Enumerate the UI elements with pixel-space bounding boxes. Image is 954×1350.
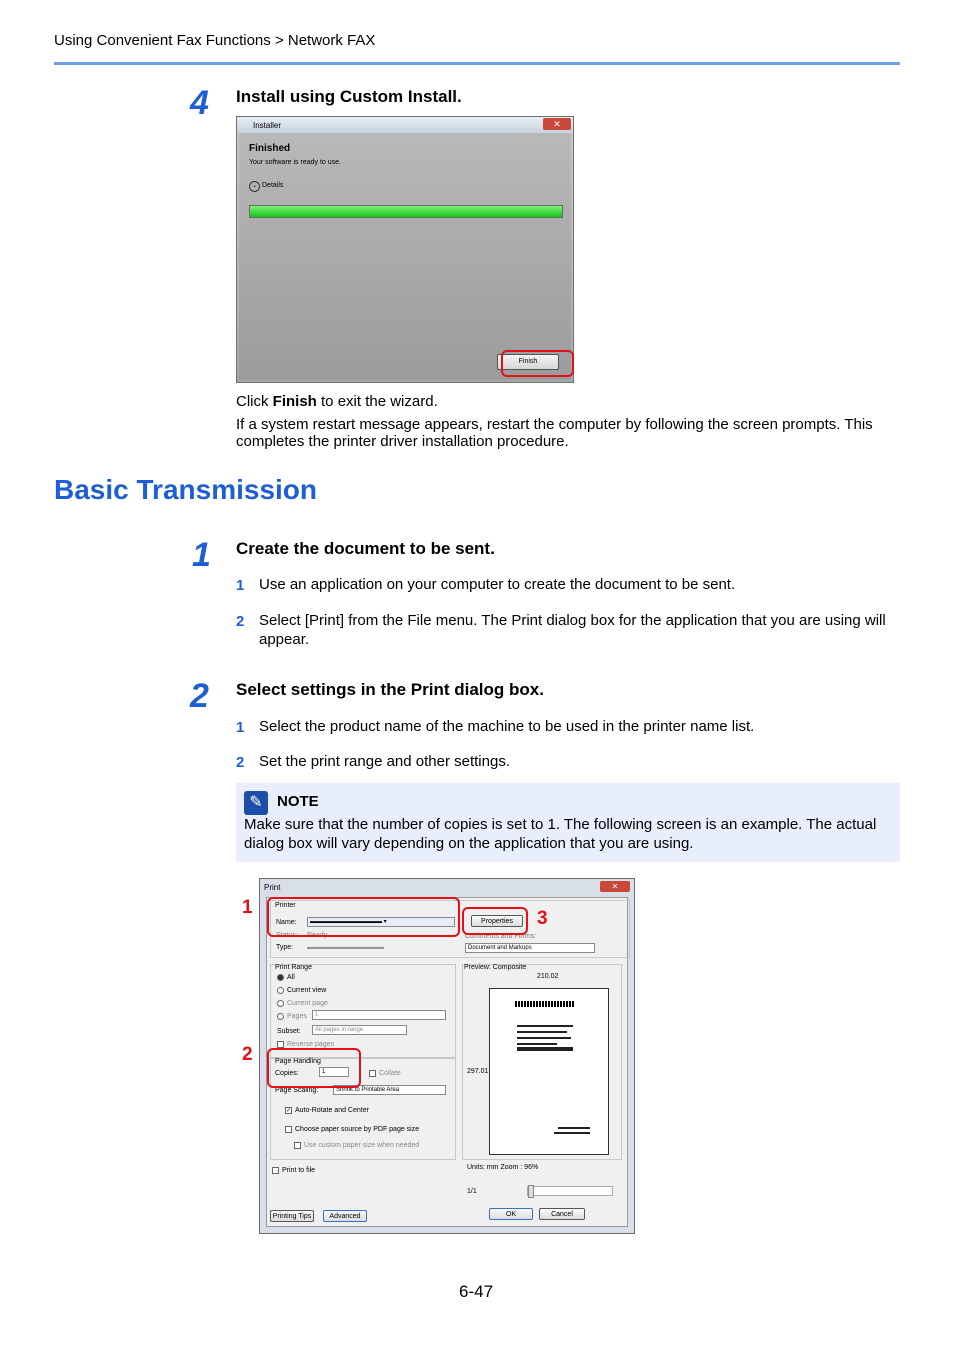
range-all-radio[interactable] (277, 974, 284, 981)
preview-height: 297.01 (467, 1068, 489, 1075)
finish-highlight (501, 350, 574, 377)
click-bold: Finish (272, 393, 317, 410)
step-number-1: 1 (192, 536, 211, 574)
section-title: Basic Transmission (54, 474, 318, 505)
print-dialog-title: Print (264, 883, 281, 892)
properties-button[interactable]: Properties (471, 915, 523, 927)
installer-screenshot (236, 116, 574, 383)
collate-checkbox[interactable] (369, 1070, 376, 1077)
installer-progress-bar (249, 205, 563, 218)
page-slider[interactable] (527, 1186, 613, 1196)
header-rule (54, 62, 900, 65)
installer-message: Your software is ready to use. (249, 159, 341, 166)
restart-text: If a system restart message appears, restart the computer by following the screen prompts. This completes the printer driver installation procedure. (236, 416, 873, 450)
substep-number: 1 (236, 577, 245, 594)
details-toggle[interactable] (249, 181, 283, 192)
chevron-down-icon: ⌄ (249, 181, 260, 192)
substep-number: 1 (236, 719, 245, 736)
step-title-install: Install using Custom Install. (236, 87, 462, 106)
page-handling-label: Page Handling (275, 1058, 321, 1065)
substep-text: Select [Print] from the File menu. The Print dialog box for the application that you are using will appear. (259, 612, 886, 648)
subset-select[interactable]: All pages in range (312, 1025, 407, 1035)
copies-label: Copies: (275, 1070, 299, 1077)
preview-line (517, 1043, 557, 1045)
range-current-view-radio[interactable] (277, 987, 284, 994)
click-prefix: Click (236, 393, 273, 410)
page-scaling-select[interactable]: Shrink to Printable Area (333, 1085, 446, 1095)
reverse-pages-checkbox[interactable] (277, 1041, 284, 1048)
type-value-redacted: ▬▬▬▬▬▬▬▬▬▬▬ (307, 944, 384, 951)
range-current-page-label: Current page (287, 1000, 328, 1007)
preview-width: 210.02 (537, 973, 559, 980)
installer-window-title: Installer (253, 121, 282, 130)
copies-highlight (267, 1048, 361, 1088)
choose-paper-checkbox[interactable] (285, 1126, 292, 1133)
step-title-select: Select settings in the Print dialog box. (236, 680, 544, 699)
breadcrumb: Using Convenient Fax Functions > Network FAX (54, 32, 376, 49)
preview-line (558, 1127, 590, 1129)
note-icon: ✎ (244, 791, 268, 815)
note-heading: NOTE (277, 793, 319, 810)
range-pages-radio[interactable] (277, 1013, 284, 1020)
print-to-file-label: Print to file (282, 1167, 316, 1174)
preview-line (517, 1037, 571, 1039)
printer-name-highlight (267, 897, 460, 937)
note-text: Make sure that the number of copies is set to 1. The following screen is an example. The actual dialog box will vary depending on the application that you are using. (244, 816, 877, 852)
subset-label: Subset: (277, 1028, 301, 1035)
advanced-button[interactable]: Advanced (323, 1210, 367, 1222)
range-current-view-label: Current view (287, 987, 327, 994)
preview-line (517, 1025, 573, 1027)
preview-line (517, 1031, 567, 1033)
auto-rotate-checkbox[interactable]: ✓ (286, 1108, 292, 1114)
status-value: Ready (307, 932, 328, 939)
click-finish-text (236, 393, 438, 410)
preview-barcode (515, 1001, 575, 1007)
preview-line (554, 1132, 590, 1134)
pages-input[interactable]: 1 (312, 1010, 446, 1020)
preview-label: Preview: Composite (464, 964, 527, 971)
step-number-2: 2 (190, 677, 209, 715)
substep-text: Set the print range and other settings. (259, 753, 510, 770)
step-number-4: 4 (190, 84, 209, 122)
range-current-page-radio[interactable] (277, 1000, 284, 1007)
custom-paper-checkbox[interactable] (294, 1142, 301, 1149)
preview-line (517, 1047, 573, 1051)
installer-heading: Finished (249, 143, 291, 154)
callout-1: 1 (242, 897, 253, 918)
callout-2: 2 (242, 1044, 253, 1065)
printer-group-label: Printer (275, 902, 296, 909)
details-label: Details (262, 182, 284, 189)
comments-select[interactable]: Document and Markups (465, 943, 595, 953)
note-box (236, 783, 900, 862)
slider-handle[interactable] (528, 1185, 534, 1198)
cancel-button[interactable]: Cancel (539, 1208, 585, 1220)
reverse-pages-label: Reverse pages (287, 1041, 335, 1048)
properties-highlight (462, 907, 528, 935)
substep-text: Select the product name of the machine to be used in the printer name list. (259, 718, 755, 735)
printer-name-select[interactable]: ▬▬▬▬▬▬▬▬▬▬▬▬ ▾ (307, 917, 455, 927)
substep-text: Use an application on your computer to create the document to be sent. (259, 576, 736, 593)
print-range-label: Print Range (275, 964, 312, 971)
printing-tips-button[interactable]: Printing Tips (270, 1210, 314, 1222)
substep-number: 2 (236, 754, 245, 771)
page-scaling-label: Page Scaling: (275, 1087, 319, 1094)
substep-number: 2 (236, 613, 245, 630)
close-icon[interactable]: ✕ (543, 118, 571, 130)
range-all-label: All (287, 974, 295, 981)
auto-rotate-label: Auto-Rotate and Center (295, 1107, 369, 1114)
page-counter: 1/1 (467, 1188, 477, 1195)
custom-paper-label: Use custom paper size when needed (304, 1142, 420, 1149)
units-zoom-label: Units: mm Zoom : 96% (467, 1164, 539, 1171)
close-icon[interactable]: ✕ (600, 881, 630, 892)
copies-input[interactable]: 1 (319, 1067, 349, 1077)
print-to-file-checkbox[interactable] (272, 1167, 279, 1174)
ok-button[interactable]: OK (489, 1208, 533, 1220)
comments-label: Comments and Forms: (465, 933, 537, 940)
status-label: Status: (276, 932, 298, 939)
installer-titlebar (237, 117, 573, 133)
click-suffix: to exit the wizard. (316, 393, 438, 410)
installer-content (239, 133, 571, 380)
preview-page (489, 988, 609, 1155)
callout-3: 3 (537, 908, 548, 929)
choose-paper-label: Choose paper source by PDF page size (295, 1126, 420, 1133)
page-number: 6-47 (459, 1282, 494, 1301)
name-label: Name: (276, 919, 297, 926)
collate-label: Collate (379, 1070, 401, 1077)
step-title-create: Create the document to be sent. (236, 539, 495, 558)
finish-button[interactable]: Finish (497, 354, 559, 370)
range-pages-label: Pages (287, 1013, 307, 1020)
type-label: Type: (276, 944, 294, 951)
